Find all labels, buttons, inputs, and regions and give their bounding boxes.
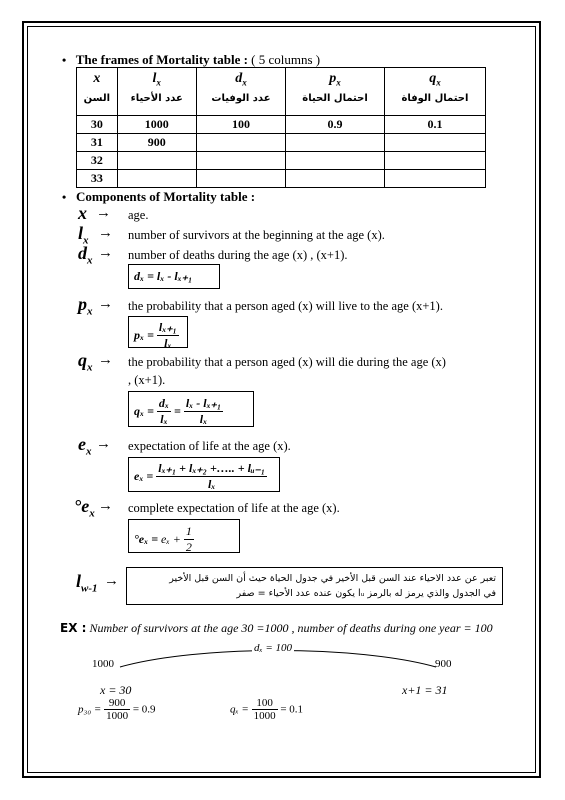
table-cell	[286, 152, 385, 170]
formula-oex: °eₓ = eₓ + $\frac{1}{2}$	[128, 519, 240, 553]
arabic-line: تعبر عن عدد الاحياء عند السن قبل الأخير في جدول الحياة حيث أن السن قبل الأخير	[169, 573, 496, 584]
arrow-icon: →	[98, 296, 113, 312]
symbol-dx: $d_x$	[78, 243, 93, 267]
lw-arabic-box	[126, 567, 503, 605]
table-header-cell: $d_x$ عدد الوفيات	[196, 68, 285, 116]
table-row	[77, 152, 486, 170]
example-text: Number of survivors at the age 30 =1000 , number of deaths during one year = 100	[89, 621, 493, 635]
table-row	[77, 134, 486, 152]
left-age: x = 30	[100, 683, 132, 697]
desc-px: the probability that a person aged (x) will live to the age (x+1).	[128, 299, 443, 313]
desc-oex: complete expectation of life at the age (x).	[128, 501, 340, 515]
arrow-icon: →	[98, 225, 113, 241]
formula-px: pₓ = $\frac{\text{lₓ₊₁}}{\text{lₓ}}$	[128, 316, 188, 348]
table-cell: 32	[77, 152, 118, 170]
table-header-cell: x السن	[77, 68, 118, 116]
arc-label: dₓ = 100	[254, 642, 293, 654]
section1-heading	[62, 52, 320, 68]
symbol-oex: $^\circ e_x$	[74, 496, 95, 520]
table-cell	[196, 134, 285, 152]
mortality-table	[76, 67, 486, 188]
arrow-icon: →	[98, 245, 113, 261]
table-cell: 0.9	[286, 116, 385, 134]
section2-heading	[62, 189, 255, 205]
table-cell	[117, 170, 196, 188]
desc-qx-line2: , (x+1).	[128, 373, 166, 387]
bullet: •	[62, 53, 67, 67]
table-cell	[384, 152, 485, 170]
table-cell: 100	[196, 116, 285, 134]
example-statement	[60, 621, 493, 636]
table-cell: 0.1	[384, 116, 485, 134]
table-cell: 33	[77, 170, 118, 188]
heading-text: Components of Mortality table :	[75, 189, 256, 204]
table-cell	[384, 134, 485, 152]
desc-x: age.	[128, 208, 149, 222]
table-header-cell: $l_x$ عدد الأحياء	[117, 68, 196, 116]
qx-formula: qₓ = $\frac{100}{1000}$ = 0.1	[230, 697, 304, 722]
arrow-icon: →	[104, 573, 119, 589]
right-value: 900	[435, 658, 452, 670]
desc-ex: expectation of life at the age (x).	[128, 439, 291, 453]
table-cell: 900	[117, 134, 196, 152]
p30-formula: p₃₀ = $\frac{900}{1000}$ = 0.9	[78, 697, 156, 722]
table-cell	[196, 152, 285, 170]
table-cell	[384, 170, 485, 188]
arrow-icon: →	[96, 436, 111, 452]
bullet: •	[62, 190, 67, 204]
table-cell: 31	[77, 134, 118, 152]
symbol-qx: $q_x$	[78, 350, 93, 374]
table-cell	[196, 170, 285, 188]
heading-text: The frames of Mortality table :	[75, 52, 248, 67]
table-cell: 30	[77, 116, 118, 134]
formula-qx: qₓ = $\frac{\text{dₓ}}{\text{lₓ}}$ = $\frac{\text{lₓ - lₓ₊₁}}{\text{lₓ}}$	[128, 391, 254, 427]
arrow-icon: →	[96, 205, 111, 221]
table-cell	[117, 152, 196, 170]
symbol-px: $p_x$	[78, 294, 93, 318]
table-cell	[286, 170, 385, 188]
heading-note: ( 5 columns )	[251, 52, 321, 67]
table-cell	[286, 134, 385, 152]
table-header-cell: $q_x$ احتمال الوفاة	[384, 68, 485, 116]
formula-dx: dₓ = lₓ - lₓ₊₁	[128, 264, 220, 289]
table-row	[77, 170, 486, 188]
right-age: x+1 = 31	[402, 683, 448, 697]
table-cell: 1000	[117, 116, 196, 134]
symbol-lw: $l_{w-1}$	[76, 571, 98, 595]
symbol-x: x	[78, 203, 87, 223]
arrow-icon: →	[98, 498, 113, 514]
table-row	[77, 116, 486, 134]
desc-lx: number of survivors at the beginning at the age (x).	[128, 228, 385, 242]
arrow-icon: →	[98, 352, 113, 368]
table-header-row	[77, 68, 486, 116]
desc-qx-line1: the probability that a person aged (x) will die during the age (x)	[128, 355, 446, 369]
symbol-lx: $l_x$	[78, 223, 89, 247]
desc-dx: number of deaths during the age (x) , (x+1).	[128, 248, 348, 262]
left-value: 1000	[92, 658, 114, 670]
example-label: EX :	[60, 621, 87, 635]
formula-ex: eₓ = $\frac{\text{lₓ₊₁ + lₓ₊₂ +….. + lᵤ₋₁}}{\text{lₓ}}$	[128, 457, 280, 492]
symbol-ex: $e_x$	[78, 434, 92, 458]
arabic-line: في الجدول والذي يرمز له بالرمز lᵤ يكون عنده عدد الأحياء = صفر	[236, 588, 496, 599]
table-header-cell: $p_x$ احتمال الحياة	[286, 68, 385, 116]
